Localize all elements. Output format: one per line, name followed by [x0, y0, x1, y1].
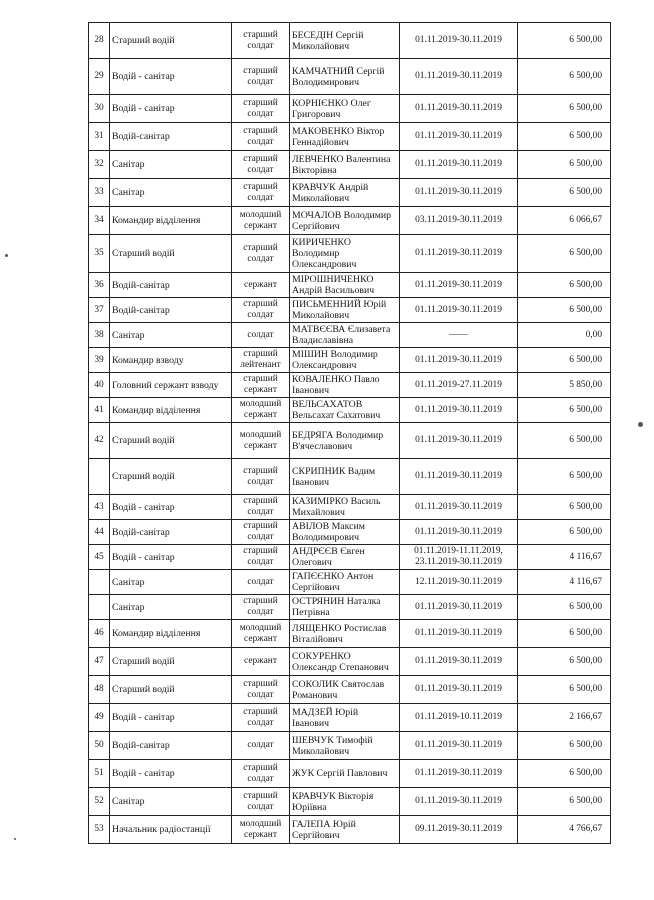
- amount-cell: 4 766,67: [518, 816, 611, 844]
- table-row: [89, 676, 611, 704]
- position-cell: Старший водій: [110, 23, 232, 59]
- rank-cell: молодший сержант: [232, 620, 290, 648]
- row-number: 45: [89, 545, 110, 570]
- period-cell: 01.11.2019-30.11.2019: [400, 620, 518, 648]
- position-cell: Командир відділення: [110, 398, 232, 423]
- position-cell: Командир взводу: [110, 348, 232, 373]
- rank-cell: старший солдат: [232, 95, 290, 123]
- period-cell: 01.11.2019-30.11.2019: [400, 760, 518, 788]
- position-cell: Санітар: [110, 151, 232, 179]
- name-cell: СОКОЛИК Святослав Романович: [290, 676, 400, 704]
- name-cell: БЕСЕДІН Сергій Миколайович: [290, 23, 400, 59]
- table-row: [89, 459, 611, 495]
- table-row: [89, 620, 611, 648]
- table-row: [89, 732, 611, 760]
- table-row: [89, 648, 611, 676]
- row-number: 39: [89, 348, 110, 373]
- table-row: [89, 398, 611, 423]
- position-cell: Санітар: [110, 595, 232, 620]
- amount-cell: 6 500,00: [518, 520, 611, 545]
- row-number: 32: [89, 151, 110, 179]
- name-cell: КОВАЛЕНКО Павло Іванович: [290, 373, 400, 398]
- name-cell: КАМЧАТНИЙ Сергій Володимирович: [290, 59, 400, 95]
- amount-cell: 6 500,00: [518, 23, 611, 59]
- position-cell: Водій - санітар: [110, 95, 232, 123]
- scan-speck: [5, 254, 8, 257]
- period-cell: 09.11.2019-30.11.2019: [400, 816, 518, 844]
- rank-cell: старший солдат: [232, 545, 290, 570]
- period-cell: 01.11.2019-30.11.2019: [400, 179, 518, 207]
- amount-cell: 0,00: [518, 323, 611, 348]
- period-cell: 01.11.2019-30.11.2019: [400, 273, 518, 298]
- table-row: [89, 207, 611, 235]
- payroll-table: [88, 22, 611, 844]
- row-number: 33: [89, 179, 110, 207]
- table-row: [89, 520, 611, 545]
- row-number: 29: [89, 59, 110, 95]
- amount-cell: 6 500,00: [518, 423, 611, 459]
- name-cell: ВЕЛЬСАХАТОВ Вельсахат Сахатович: [290, 398, 400, 423]
- rank-cell: сержант: [232, 273, 290, 298]
- amount-cell: 6 500,00: [518, 179, 611, 207]
- rank-cell: старший солдат: [232, 179, 290, 207]
- name-cell: АВІЛОВ Максим Володимирович: [290, 520, 400, 545]
- table-row: [89, 495, 611, 520]
- name-cell: МАДЗЕЙ Юрій Іванович: [290, 704, 400, 732]
- rank-cell: старший солдат: [232, 788, 290, 816]
- row-number: 48: [89, 676, 110, 704]
- table-row: [89, 179, 611, 207]
- table-row: [89, 570, 611, 595]
- amount-cell: 5 850,00: [518, 373, 611, 398]
- amount-cell: 6 500,00: [518, 648, 611, 676]
- amount-cell: 6 500,00: [518, 459, 611, 495]
- table-row: [89, 423, 611, 459]
- table-row: [89, 545, 611, 570]
- name-cell: ОСТРЯНИН Наталка Петрівна: [290, 595, 400, 620]
- name-cell: СКРИПНИК Вадим Іванович: [290, 459, 400, 495]
- table-row: [89, 760, 611, 788]
- period-cell: 01.11.2019-30.11.2019: [400, 95, 518, 123]
- amount-cell: 6 500,00: [518, 760, 611, 788]
- table-row: [89, 816, 611, 844]
- table-row: [89, 298, 611, 323]
- amount-cell: 6 500,00: [518, 595, 611, 620]
- rank-cell: старший солдат: [232, 459, 290, 495]
- row-number: 43: [89, 495, 110, 520]
- period-cell: 01.11.2019-11.11.2019, 23.11.2019-30.11.2019: [400, 545, 518, 570]
- period-cell: 01.11.2019-30.11.2019: [400, 398, 518, 423]
- amount-cell: 6 500,00: [518, 495, 611, 520]
- position-cell: Головний сержант взводу: [110, 373, 232, 398]
- amount-cell: 4 116,67: [518, 570, 611, 595]
- row-number: 34: [89, 207, 110, 235]
- row-number: 53: [89, 816, 110, 844]
- period-cell: 01.11.2019-27.11.2019: [400, 373, 518, 398]
- row-number: 46: [89, 620, 110, 648]
- table-row: [89, 704, 611, 732]
- name-cell: МІРОШНИЧЕНКО Андрій Васильович: [290, 273, 400, 298]
- amount-cell: 6 500,00: [518, 398, 611, 423]
- period-cell: 01.11.2019-30.11.2019: [400, 348, 518, 373]
- row-number: 30: [89, 95, 110, 123]
- name-cell: ГАЛЕПА Юрій Сергійович: [290, 816, 400, 844]
- position-cell: Старший водій: [110, 648, 232, 676]
- rank-cell: старший солдат: [232, 23, 290, 59]
- position-cell: Водій-санітар: [110, 273, 232, 298]
- table-row: [89, 235, 611, 273]
- name-cell: МАКОВЕНКО Віктор Геннадійович: [290, 123, 400, 151]
- name-cell: КОРНІЄНКО Олег Григорович: [290, 95, 400, 123]
- rank-cell: солдат: [232, 323, 290, 348]
- position-cell: Водій-санітар: [110, 732, 232, 760]
- table-row: [89, 788, 611, 816]
- rank-cell: старший лейтенант: [232, 348, 290, 373]
- period-cell: 01.11.2019-30.11.2019: [400, 459, 518, 495]
- period-cell: ——: [400, 323, 518, 348]
- rank-cell: старший солдат: [232, 151, 290, 179]
- name-cell: БЕДРЯГА Володимир В'ячеславович: [290, 423, 400, 459]
- row-number: 51: [89, 760, 110, 788]
- position-cell: Начальник радіостанції: [110, 816, 232, 844]
- row-number: 50: [89, 732, 110, 760]
- name-cell: МІШИН Володимир Олександрович: [290, 348, 400, 373]
- table-row: [89, 273, 611, 298]
- rank-cell: старший солдат: [232, 59, 290, 95]
- amount-cell: 6 500,00: [518, 273, 611, 298]
- position-cell: Старший водій: [110, 423, 232, 459]
- row-number: [89, 459, 110, 495]
- position-cell: Санітар: [110, 179, 232, 207]
- row-number: 35: [89, 235, 110, 273]
- amount-cell: 6 500,00: [518, 59, 611, 95]
- position-cell: Водій - санітар: [110, 704, 232, 732]
- period-cell: 01.11.2019-30.11.2019: [400, 59, 518, 95]
- rank-cell: молодший сержант: [232, 398, 290, 423]
- table-row: [89, 373, 611, 398]
- scan-speck: [14, 838, 16, 840]
- period-cell: 01.11.2019-30.11.2019: [400, 648, 518, 676]
- rank-cell: старший солдат: [232, 595, 290, 620]
- period-cell: 01.11.2019-30.11.2019: [400, 788, 518, 816]
- name-cell: ЛЕВЧЕНКО Валентина Вікторівна: [290, 151, 400, 179]
- period-cell: 01.11.2019-30.11.2019: [400, 298, 518, 323]
- table-row: [89, 595, 611, 620]
- rank-cell: старший солдат: [232, 235, 290, 273]
- row-number: 49: [89, 704, 110, 732]
- table-row: [89, 323, 611, 348]
- rank-cell: солдат: [232, 732, 290, 760]
- amount-cell: 6 500,00: [518, 235, 611, 273]
- amount-cell: 6 500,00: [518, 620, 611, 648]
- row-number: 28: [89, 23, 110, 59]
- table-row: [89, 123, 611, 151]
- amount-cell: 6 500,00: [518, 676, 611, 704]
- name-cell: КРАВЧУК Андрій Миколайович: [290, 179, 400, 207]
- position-cell: Водій-санітар: [110, 520, 232, 545]
- row-number: 36: [89, 273, 110, 298]
- table-row: [89, 151, 611, 179]
- name-cell: ГАПЄЄНКО Антон Сергійович: [290, 570, 400, 595]
- amount-cell: 2 166,67: [518, 704, 611, 732]
- name-cell: ШЕВЧУК Тимофій Миколайович: [290, 732, 400, 760]
- rank-cell: сержант: [232, 648, 290, 676]
- period-cell: 03.11.2019-30.11.2019: [400, 207, 518, 235]
- rank-cell: старший солдат: [232, 704, 290, 732]
- rank-cell: старший сержант: [232, 373, 290, 398]
- row-number: 37: [89, 298, 110, 323]
- row-number: 52: [89, 788, 110, 816]
- table-row: [89, 95, 611, 123]
- name-cell: КАЗИМІРКО Василь Михайлович: [290, 495, 400, 520]
- table-row: [89, 23, 611, 59]
- position-cell: Командир відділення: [110, 207, 232, 235]
- payroll-table-body: [89, 23, 611, 844]
- amount-cell: 4 116,67: [518, 545, 611, 570]
- table-row: [89, 59, 611, 95]
- amount-cell: 6 500,00: [518, 95, 611, 123]
- position-cell: Водій - санітар: [110, 495, 232, 520]
- rank-cell: молодший сержант: [232, 207, 290, 235]
- position-cell: Водій-санітар: [110, 123, 232, 151]
- period-cell: 01.11.2019-30.11.2019: [400, 423, 518, 459]
- scan-speck: [638, 422, 643, 427]
- name-cell: ЖУК Сергій Павлович: [290, 760, 400, 788]
- table-row: [89, 348, 611, 373]
- period-cell: 01.11.2019-30.11.2019: [400, 595, 518, 620]
- name-cell: МАТВЄЄВА Єлизавета Владиславівна: [290, 323, 400, 348]
- amount-cell: 6 500,00: [518, 151, 611, 179]
- row-number: 38: [89, 323, 110, 348]
- rank-cell: молодший сержант: [232, 816, 290, 844]
- rank-cell: солдат: [232, 570, 290, 595]
- amount-cell: 6 500,00: [518, 298, 611, 323]
- period-cell: 01.11.2019-30.11.2019: [400, 123, 518, 151]
- row-number: 47: [89, 648, 110, 676]
- amount-cell: 6 500,00: [518, 348, 611, 373]
- period-cell: 01.11.2019-30.11.2019: [400, 151, 518, 179]
- position-cell: Санітар: [110, 323, 232, 348]
- row-number: 44: [89, 520, 110, 545]
- rank-cell: старший солдат: [232, 520, 290, 545]
- name-cell: ПИСЬМЕННИЙ Юрій Миколайович: [290, 298, 400, 323]
- name-cell: КИРИЧЕНКО Володимир Олександрович: [290, 235, 400, 273]
- name-cell: КРАВЧУК Вікторія Юріївна: [290, 788, 400, 816]
- row-number: 40: [89, 373, 110, 398]
- position-cell: Водій - санітар: [110, 59, 232, 95]
- period-cell: 01.11.2019-30.11.2019: [400, 495, 518, 520]
- position-cell: Старший водій: [110, 459, 232, 495]
- row-number: 42: [89, 423, 110, 459]
- period-cell: 01.11.2019-30.11.2019: [400, 676, 518, 704]
- amount-cell: 6 500,00: [518, 788, 611, 816]
- period-cell: 01.11.2019-30.11.2019: [400, 235, 518, 273]
- rank-cell: старший солдат: [232, 495, 290, 520]
- amount-cell: 6 066,67: [518, 207, 611, 235]
- period-cell: 01.11.2019-10.11.2019: [400, 704, 518, 732]
- rank-cell: старший солдат: [232, 676, 290, 704]
- amount-cell: 6 500,00: [518, 123, 611, 151]
- rank-cell: старший солдат: [232, 298, 290, 323]
- amount-cell: 6 500,00: [518, 732, 611, 760]
- row-number: 31: [89, 123, 110, 151]
- period-cell: 12.11.2019-30.11.2019: [400, 570, 518, 595]
- position-cell: Водій - санітар: [110, 760, 232, 788]
- position-cell: Водій-санітар: [110, 298, 232, 323]
- name-cell: СОКУРЕНКО Олександр Степанович: [290, 648, 400, 676]
- rank-cell: старший солдат: [232, 123, 290, 151]
- period-cell: 01.11.2019-30.11.2019: [400, 520, 518, 545]
- name-cell: ЛЯЩЕНКО Ростислав Віталійович: [290, 620, 400, 648]
- period-cell: 01.11.2019-30.11.2019: [400, 732, 518, 760]
- period-cell: 01.11.2019-30.11.2019: [400, 23, 518, 59]
- position-cell: Водій - санітар: [110, 545, 232, 570]
- position-cell: Командир відділення: [110, 620, 232, 648]
- position-cell: Старший водій: [110, 676, 232, 704]
- position-cell: Санітар: [110, 788, 232, 816]
- name-cell: АНДРЄЄВ Євген Олегович: [290, 545, 400, 570]
- rank-cell: старший солдат: [232, 760, 290, 788]
- row-number: [89, 570, 110, 595]
- row-number: [89, 595, 110, 620]
- position-cell: Санітар: [110, 570, 232, 595]
- row-number: 41: [89, 398, 110, 423]
- name-cell: МОЧАЛОВ Володимир Сергійович: [290, 207, 400, 235]
- position-cell: Старший водій: [110, 235, 232, 273]
- rank-cell: молодший сержант: [232, 423, 290, 459]
